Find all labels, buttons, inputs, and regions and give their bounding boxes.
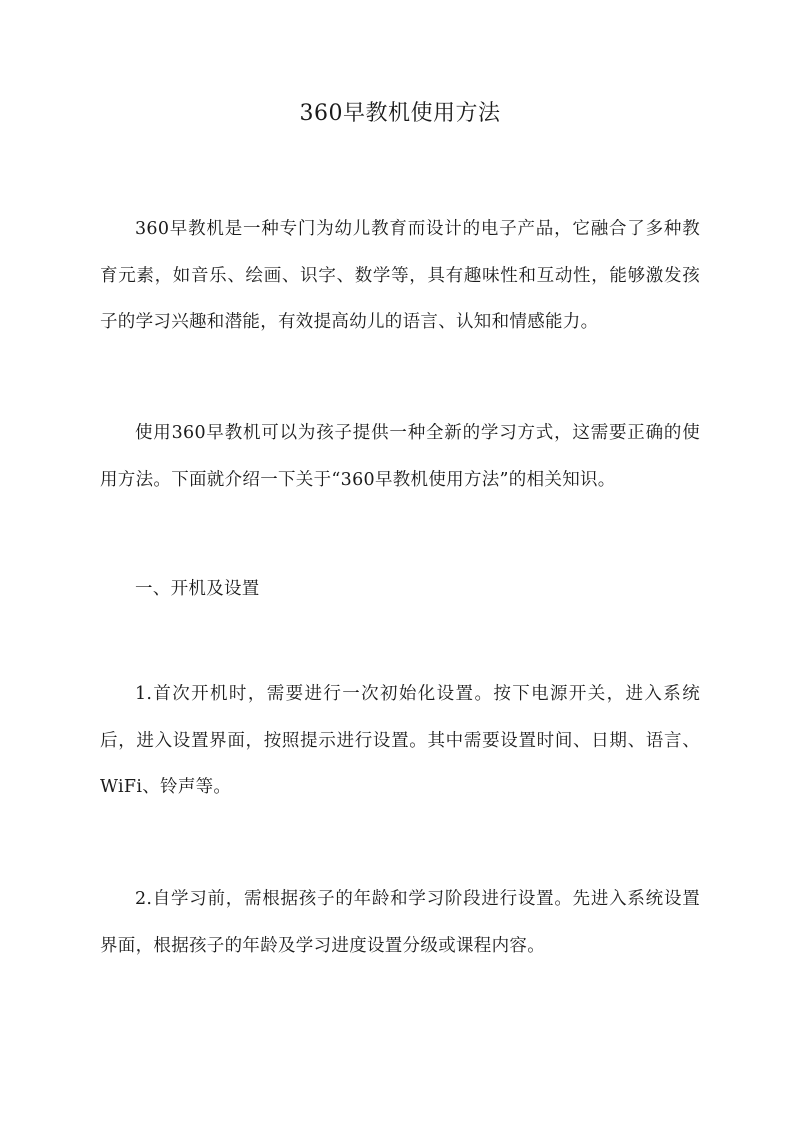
step-1-paragraph: 1.首次开机时，需要进行一次初始化设置。按下电源开关，进入系统后，进入设置界面，按照提示进行设置。其中需要设置时间、日期、语言、WiFi、铃声等。	[100, 684, 700, 797]
document-title: 360早教机使用方法	[299, 101, 501, 126]
purpose-paragraph: 使用360早教机可以为孩子提供一种全新的学习方式，这需要正确的使用方法。下面就介绍一下关于“360早教机使用方法”的相关知识。	[100, 423, 700, 490]
intro-paragraph: 360早教机是一种专门为幼儿教育而设计的电子产品，它融合了多种教育元素，如音乐、绘画、识字、数学等，具有趣味性和互动性，能够激发孩子的学习兴趣和潜能，有效提高幼儿的语言、认知和情感能力。	[100, 219, 700, 332]
step-2-paragraph: 2.自学习前，需根据孩子的年龄和学习阶段进行设置。先进入系统设置界面，根据孩子的年龄及学习进度设置分级或课程内容。	[100, 889, 700, 956]
section-heading-power-on: 一、开机及设置	[135, 579, 260, 599]
